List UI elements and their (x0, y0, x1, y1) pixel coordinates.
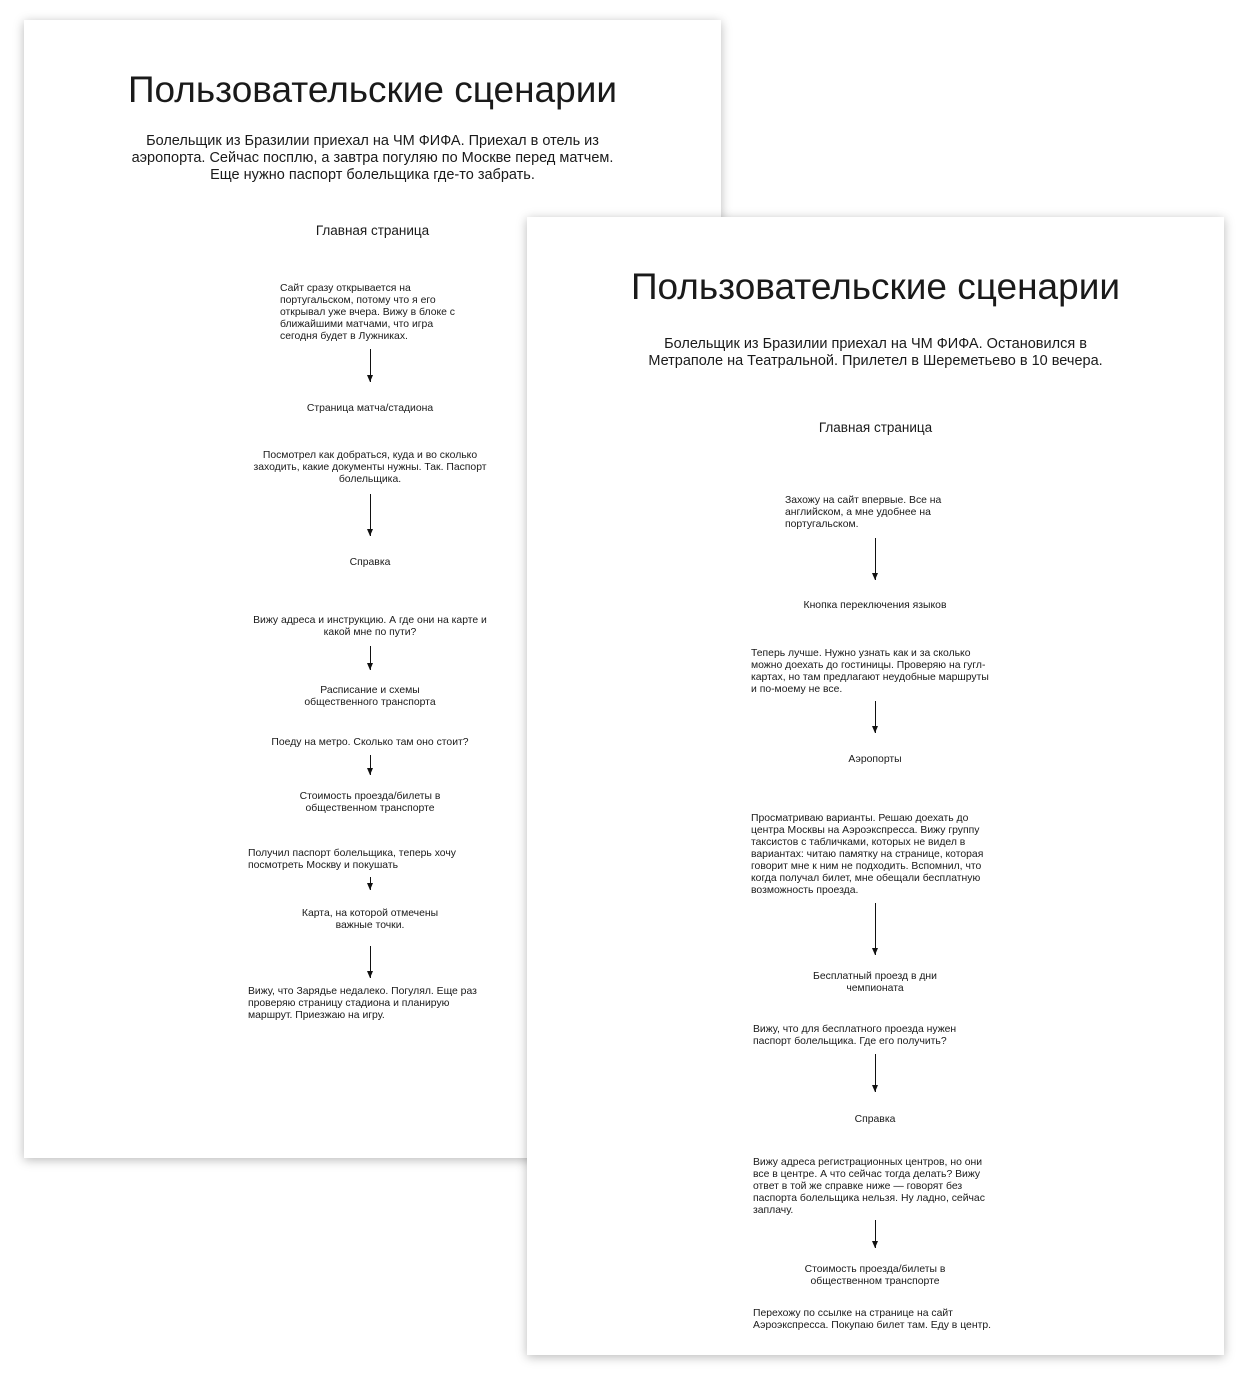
section-title: Главная страница (818, 420, 933, 435)
page-title: Пользовательские сценарии (630, 266, 1121, 307)
flow-arrow (875, 538, 876, 580)
scenario-screen: Карта, на которой отмечены важные точки. (301, 908, 439, 931)
scenario-step: Просматриваю варианты. Решаю доехать до центра Москвы на Аэроэкспресса. Вижу группу таксистов с табличками, которых не видел в вариантах: читаю памятку на странице, которая говорит мне к ним не подходить. Вспомнил, что когда получал билет, мне обещали бесплатную возможность проезда. (751, 813, 984, 896)
flow-arrow (370, 646, 371, 670)
flow-arrow (370, 494, 371, 536)
scenario-step: Получил паспорт болельщика, теперь хочу посмотреть Москву и покушать (248, 848, 456, 871)
flow-arrow (370, 755, 371, 775)
scenario-page-2 (527, 217, 1224, 1355)
scenario-screen: Справка (854, 1114, 896, 1125)
page-title: Пользовательские сценарии (127, 69, 618, 110)
flow-arrow (875, 701, 876, 733)
flow-arrow (875, 1054, 876, 1092)
scenario-screen: Страница матча/стадиона (306, 403, 434, 414)
scenario-step: Захожу на сайт впервые. Все на английском, а мне удобнее на португальском. (785, 495, 942, 530)
scenario-step: Поеду на метро. Сколько там оно стоит? (271, 737, 469, 748)
scenario-intro: Болельщик из Бразилии приехал на ЧМ ФИФА. Приехал в отель из аэропорта. Сейчас посплю, а завтра погуляю по Москве перед матчем. Еще нужно паспорт болельщика где-то забрать. (131, 133, 614, 183)
flow-arrow (370, 349, 371, 382)
scenario-screen: Стоимость проезда/билеты в общественном транспорте (804, 1264, 946, 1287)
scenario-step: Перехожу по ссылке на странице на сайт Аэроэкспресса. Покупаю билет там. Еду в центр. (753, 1308, 991, 1331)
scenario-screen: Справка (349, 557, 391, 568)
scenario-screen: Расписание и схемы общественного транспорта (304, 685, 436, 708)
flow-arrow (875, 1220, 876, 1248)
scenario-screen: Кнопка переключения языков (803, 600, 947, 611)
flow-arrow (370, 877, 371, 890)
flow-arrow (875, 903, 876, 955)
scenario-step: Посмотрел как добраться, куда и во сколько заходить, какие документы нужны. Так. Паспорт болельщика. (253, 450, 487, 485)
scenario-step: Вижу адреса и инструкцию. А где они на карте и какой мне по пути? (253, 615, 487, 638)
scenario-step: Теперь лучше. Нужно узнать как и за сколько можно доехать до гостиницы. Проверяю на гугл- картах, но там предлагают неудобные маршруты и по-моему не все. (751, 648, 989, 695)
scenario-intro: Болельщик из Бразилии приехал на ЧМ ФИФА. Остановился в Метраполе на Театральной. Прилетел в Шереметьево в 10 вечера. (648, 336, 1103, 369)
scenario-screen: Бесплатный проезд в дни чемпионата (813, 971, 937, 994)
scenario-step: Вижу адреса регистрационных центров, но они все в центре. А что сейчас тогда делать? Вижу ответ в той же справке ниже — говорят без паспорта болельщика нельзя. Ну ладно, сейчас заплачу. (753, 1157, 985, 1216)
scenario-step: Вижу, что Зарядье недалеко. Погулял. Еще раз проверяю страницу стадиона и планирую маршрут. Приезжаю на игру. (248, 986, 477, 1021)
scenario-step: Сайт сразу открывается на португальском, потому что я его открывал уже вчера. Вижу в блоке с ближайшими матчами, что игра сегодня будет в Лужниках. (280, 283, 455, 342)
section-title: Главная страница (315, 223, 430, 238)
scenario-screen: Аэропорты (848, 754, 902, 765)
scenario-step: Вижу, что для бесплатного проезда нужен паспорт болельщика. Где его получить? (753, 1024, 957, 1047)
flow-arrow (370, 946, 371, 978)
scenario-screen: Стоимость проезда/билеты в общественном транспорте (299, 791, 441, 814)
